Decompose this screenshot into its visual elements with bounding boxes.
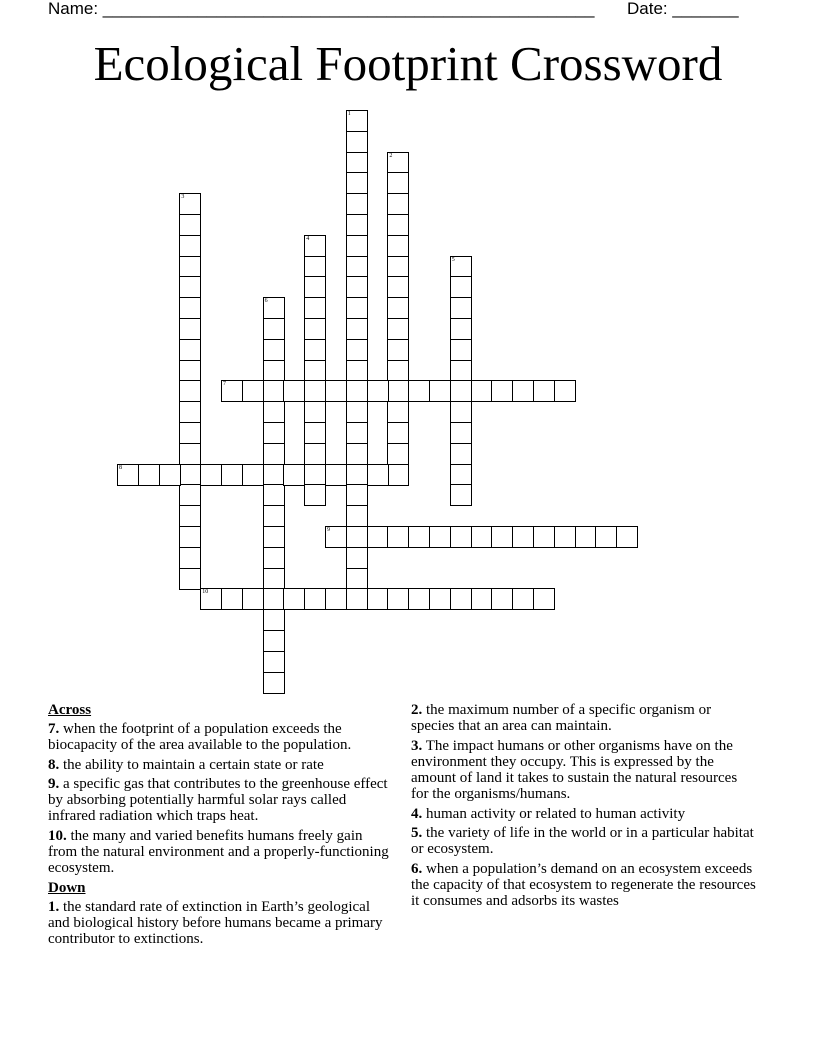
clue-across-9 <box>48 776 393 825</box>
crossword-cell[interactable] <box>304 297 326 319</box>
crossword-cell[interactable] <box>242 380 264 402</box>
clue-text: human activity or related to human activity <box>426 805 686 822</box>
crossword-cell[interactable] <box>450 297 472 319</box>
crossword-cell[interactable] <box>179 214 201 236</box>
page-title: Ecological Footprint Crossword <box>93 36 723 91</box>
crossword-cell[interactable] <box>387 235 409 257</box>
crossword-cell[interactable] <box>325 380 347 402</box>
clue-text: the standard rate of extinction in Earth’s geological and biological history before humans became a primary contributor to extinctions. <box>48 898 383 948</box>
crossword-cell[interactable] <box>387 172 409 194</box>
clue-number-label: 8 <box>119 464 122 471</box>
crossword-cell[interactable] <box>512 380 534 402</box>
crossword-cell[interactable] <box>450 276 472 298</box>
crossword-cell[interactable] <box>533 588 555 610</box>
clue-number-label: 10 <box>202 589 209 596</box>
crossword-cell[interactable] <box>304 318 326 340</box>
crossword-cell[interactable] <box>616 526 638 548</box>
clue-number: 6. <box>411 860 423 877</box>
crossword-cell[interactable] <box>346 401 368 423</box>
crossword-cell[interactable] <box>367 588 389 610</box>
crossword-cell[interactable] <box>367 380 389 402</box>
crossword-cell[interactable] <box>304 401 326 423</box>
crossword-cell[interactable] <box>346 297 368 319</box>
crossword-cell[interactable] <box>346 547 368 569</box>
clue-number: 3. <box>411 737 423 754</box>
crossword-cell[interactable] <box>429 588 451 610</box>
crossword-cell[interactable] <box>533 526 555 548</box>
crossword-cell[interactable] <box>554 380 576 402</box>
crossword-cell[interactable] <box>450 588 472 610</box>
name-field: Name: ____________________________________________________ <box>48 0 595 18</box>
crossword-cell[interactable] <box>346 172 368 194</box>
crossword-cell[interactable] <box>450 401 472 423</box>
crossword-cell[interactable] <box>263 339 285 361</box>
clue-text: The impact humans or other organisms have on the environment they occupy. This is expressed by the amount of land it takes to sustain the natural resources for the organisms/humans. <box>411 737 738 803</box>
clue-number-label: 4 <box>306 235 310 242</box>
clue-across-10 <box>48 828 393 877</box>
crossword-cell[interactable] <box>304 464 326 486</box>
crossword-cell[interactable] <box>387 276 409 298</box>
crossword-cell[interactable] <box>242 464 264 486</box>
crossword-cell[interactable] <box>283 380 305 402</box>
date-field: Date: _______ <box>627 0 739 18</box>
crossword-cell[interactable] <box>200 588 222 610</box>
crossword-cell[interactable] <box>179 422 201 444</box>
crossword-cell[interactable] <box>346 339 368 361</box>
clue-number: 8. <box>48 756 60 773</box>
crossword-cell[interactable] <box>304 339 326 361</box>
crossword-cell[interactable] <box>346 193 368 215</box>
crossword-cell[interactable] <box>408 380 430 402</box>
clue-number: 2. <box>411 702 423 718</box>
crossword-cell[interactable] <box>387 256 409 278</box>
clue-text: the ability to maintain a certain state or rate <box>63 756 324 773</box>
crossword-cell[interactable] <box>221 588 243 610</box>
crossword-cell[interactable] <box>346 484 368 506</box>
crossword-cell[interactable] <box>263 630 285 652</box>
crossword-cell[interactable] <box>179 297 201 319</box>
clue-number-label: 6 <box>264 298 268 305</box>
crossword-cell[interactable] <box>387 318 409 340</box>
crossword-cell[interactable] <box>346 568 368 590</box>
crossword-cell[interactable] <box>450 360 472 382</box>
crossword-cell[interactable] <box>179 380 201 402</box>
clue-number-label: 5 <box>451 256 455 263</box>
crossword-cell[interactable] <box>346 256 368 278</box>
crossword-cell[interactable] <box>387 380 409 402</box>
crossword-cell[interactable] <box>346 443 368 465</box>
crossword-cell[interactable] <box>595 526 617 548</box>
crossword-cell[interactable] <box>346 380 368 402</box>
crossword-cell[interactable] <box>179 464 201 486</box>
crossword-cell[interactable] <box>179 360 201 382</box>
clue-across-7 <box>48 721 393 754</box>
crossword-cell[interactable] <box>200 464 222 486</box>
clue-number-label: 2 <box>389 152 393 159</box>
crossword-cell[interactable] <box>263 318 285 340</box>
crossword-cell[interactable] <box>346 318 368 340</box>
crossword-cell[interactable] <box>367 464 389 486</box>
clue-down-4 <box>411 806 756 822</box>
crossword-cell[interactable] <box>263 297 285 319</box>
crossword-cell[interactable] <box>263 422 285 444</box>
clue-number-label: 9 <box>327 527 330 533</box>
crossword-cell[interactable] <box>179 568 201 590</box>
crossword-cell[interactable] <box>263 609 285 631</box>
clue-across-8 <box>48 757 393 773</box>
crossword-cell[interactable] <box>450 464 472 486</box>
crossword-cell[interactable] <box>263 464 285 486</box>
crossword-cell[interactable] <box>387 588 409 610</box>
crossword-cell[interactable] <box>512 526 534 548</box>
crossword-cell[interactable] <box>387 339 409 361</box>
crossword-cell[interactable] <box>429 380 451 402</box>
crossword-cell[interactable] <box>304 235 326 257</box>
crossword-cell[interactable] <box>179 318 201 340</box>
clue-down-3 <box>411 738 756 803</box>
crossword-cell[interactable] <box>346 588 368 610</box>
crossword-cell[interactable] <box>221 464 243 486</box>
crossword-cell[interactable] <box>346 152 368 174</box>
crossword-cell[interactable] <box>387 193 409 215</box>
crossword-cell[interactable] <box>263 588 285 610</box>
crossword-cell[interactable] <box>263 380 285 402</box>
clues-left-column <box>48 702 393 951</box>
crossword-cell[interactable] <box>346 464 368 486</box>
crossword-cell[interactable] <box>325 464 347 486</box>
crossword-cell[interactable] <box>346 131 368 153</box>
crossword-cell[interactable] <box>450 318 472 340</box>
crossword-cell[interactable] <box>471 380 493 402</box>
crossword-cell[interactable] <box>346 505 368 527</box>
crossword-cell[interactable] <box>263 443 285 465</box>
crossword-cell[interactable] <box>367 526 389 548</box>
crossword-cell[interactable] <box>179 339 201 361</box>
crossword-cell[interactable] <box>263 484 285 506</box>
crossword-cell[interactable] <box>346 110 368 132</box>
crossword-cell[interactable] <box>179 505 201 527</box>
clue-down-6 <box>411 861 756 910</box>
crossword-cell[interactable] <box>450 339 472 361</box>
clue-number: 9. <box>48 775 60 792</box>
crossword-cell[interactable] <box>117 464 139 486</box>
clue-text: a specific gas that contributes to the greenhouse effect by absorbing potentially harmful solar rays called infrared radiation which traps heat. <box>48 775 388 825</box>
across-heading: Across <box>48 702 92 718</box>
crossword-cell[interactable] <box>387 360 409 382</box>
crossword-cell[interactable] <box>554 526 576 548</box>
crossword-cell[interactable] <box>304 484 326 506</box>
crossword-cell[interactable] <box>179 235 201 257</box>
crossword-cell[interactable] <box>179 547 201 569</box>
clue-number: 10. <box>48 827 67 844</box>
crossword-cell[interactable] <box>387 422 409 444</box>
crossword-cell[interactable] <box>450 422 472 444</box>
crossword-cell[interactable] <box>263 360 285 382</box>
crossword-cell[interactable] <box>387 297 409 319</box>
crossword-cell[interactable] <box>450 380 472 402</box>
crossword-cell[interactable] <box>346 276 368 298</box>
crossword-cell[interactable] <box>387 526 409 548</box>
crossword-cell[interactable] <box>263 547 285 569</box>
crossword-cell[interactable] <box>263 651 285 673</box>
crossword-cell[interactable] <box>408 588 430 610</box>
crossword-cell[interactable] <box>138 464 160 486</box>
crossword-cell[interactable] <box>387 214 409 236</box>
crossword-cell[interactable] <box>304 380 326 402</box>
crossword-cell[interactable] <box>346 360 368 382</box>
crossword-cell[interactable] <box>491 526 513 548</box>
crossword-cell[interactable] <box>533 380 555 402</box>
crossword-cell[interactable] <box>512 588 534 610</box>
crossword-cell[interactable] <box>304 588 326 610</box>
crossword-cell[interactable] <box>387 401 409 423</box>
crossword-cell[interactable] <box>242 588 264 610</box>
clue-number: 7. <box>48 721 60 737</box>
crossword-cell[interactable] <box>304 360 326 382</box>
clues-right-column <box>411 702 756 913</box>
crossword-cell[interactable] <box>450 484 472 506</box>
clue-number-label: 1 <box>347 111 351 117</box>
crossword-cell[interactable] <box>471 588 493 610</box>
crossword-cell[interactable] <box>304 422 326 444</box>
crossword-cell[interactable] <box>429 526 451 548</box>
crossword-cell[interactable] <box>491 588 513 610</box>
clue-text: when a population’s demand on an ecosystem exceeds the capacity of that ecosystem to regenerate the resources it consumes and adsorbs its wastes <box>411 860 756 910</box>
crossword-cell[interactable] <box>179 276 201 298</box>
crossword-cell[interactable] <box>159 464 181 486</box>
clue-number-label: 3 <box>181 194 185 201</box>
crossword-cell[interactable] <box>263 401 285 423</box>
clue-number-label: 7 <box>223 381 226 388</box>
clue-down-1 <box>48 899 393 948</box>
crossword-cell[interactable] <box>325 588 347 610</box>
crossword-cell[interactable] <box>387 443 409 465</box>
crossword-cell[interactable] <box>179 484 201 506</box>
crossword-cell[interactable] <box>179 401 201 423</box>
crossword-cell[interactable] <box>283 588 305 610</box>
clue-text: the maximum number of a specific organism or species that an area can maintain. <box>411 702 712 735</box>
clue-down-5 <box>411 825 756 858</box>
crossword-cell[interactable] <box>491 380 513 402</box>
crossword-cell[interactable] <box>450 526 472 548</box>
crossword-cell[interactable] <box>387 464 409 486</box>
down-heading: Down <box>48 879 86 896</box>
clue-text: when the footprint of a population exceeds the biocapacity of the area available to the population. <box>48 721 352 754</box>
crossword-cell[interactable] <box>346 526 368 548</box>
crossword-cell[interactable] <box>179 443 201 465</box>
crossword-cell[interactable] <box>346 235 368 257</box>
crossword-cell[interactable] <box>450 256 472 278</box>
crossword-cell[interactable] <box>179 526 201 548</box>
crossword-cell[interactable] <box>263 526 285 548</box>
crossword-cell[interactable] <box>408 526 430 548</box>
crossword-cell[interactable] <box>179 256 201 278</box>
clue-number: 5. <box>411 825 423 842</box>
crossword-cell[interactable] <box>221 380 243 402</box>
clue-number: 4. <box>411 805 423 822</box>
crossword-cell[interactable] <box>346 214 368 236</box>
crossword-cell[interactable] <box>179 193 201 215</box>
crossword-cell[interactable] <box>575 526 597 548</box>
crossword-cell[interactable] <box>304 276 326 298</box>
crossword-cell[interactable] <box>346 422 368 444</box>
clue-text: the many and varied benefits humans freely gain from the natural environment and a properly-functioning ecosystem. <box>48 827 389 877</box>
crossword-cell[interactable] <box>263 672 285 694</box>
clue-down-2 <box>411 702 756 735</box>
crossword-cell[interactable] <box>263 505 285 527</box>
crossword-cell[interactable] <box>283 464 305 486</box>
crossword-cell[interactable] <box>387 152 409 174</box>
crossword-cell[interactable] <box>304 256 326 278</box>
crossword-cell[interactable] <box>325 526 347 548</box>
crossword-cell[interactable] <box>471 526 493 548</box>
crossword-cell[interactable] <box>263 568 285 590</box>
clue-text: the variety of life in the world or in a particular habitat or ecosystem. <box>411 825 754 858</box>
crossword-cell[interactable] <box>450 443 472 465</box>
crossword-cell[interactable] <box>304 443 326 465</box>
clue-number: 1. <box>48 898 60 915</box>
